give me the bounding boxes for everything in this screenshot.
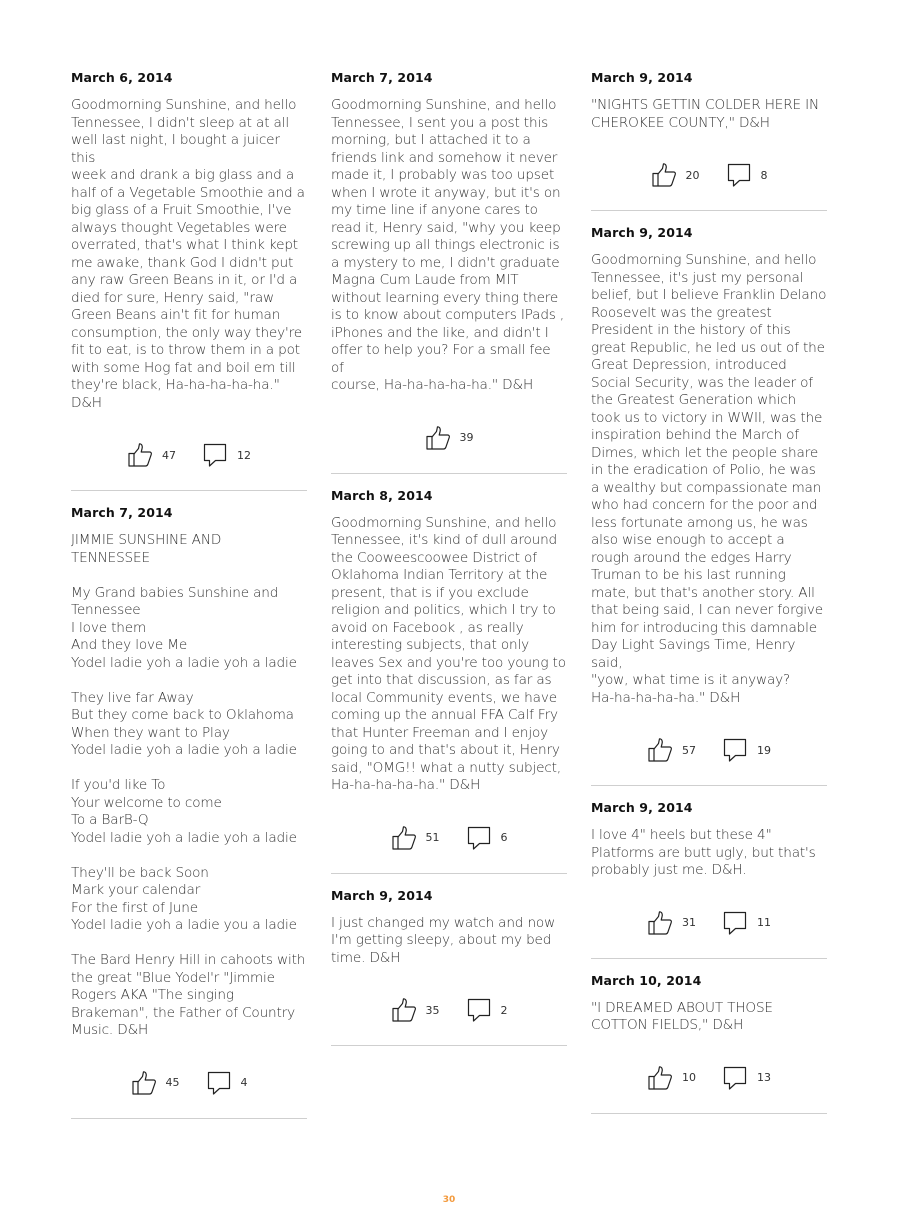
post-stats [331, 967, 567, 1045]
post-text: "I DREAMED ABOUT THOSE COTTON FIELDS," D&H [591, 999, 773, 1033]
comment-count: 8 [760, 168, 768, 182]
comment-icon[interactable] [722, 910, 748, 936]
column-3 [591, 70, 827, 1128]
like-stat[interactable] [425, 425, 474, 451]
like-count: 10 [682, 1071, 696, 1084]
post-text: Goodmorning Sunshine, and hello Tennessee, it's kind of dull around the Cooweescoowee District of Oklahoma Indian Territory at the present, that is if you exclude religion and politics, which I try to avoid on Facebook , as really interesting subjects, that only leaves Sex and you're too young to get into that discussion, as far as local Community events, we have coming up the annual FFA Calf Fry that Hunter Freeman and I enjoy going to and that's about it, Henry said, "OMG!! what a nutty subject, Ha-ha-ha-ha-ha." D&H [331, 514, 566, 793]
post-stats [591, 132, 827, 210]
like-stat[interactable] [647, 737, 696, 763]
post [331, 488, 567, 874]
post-date: March 7, 2014 [71, 505, 173, 520]
post-text: I just changed my watch and now I'm getting sleepy, about my bed time. D&H [331, 914, 556, 966]
post [591, 800, 827, 959]
like-count: 57 [682, 743, 696, 757]
post-stats [71, 1040, 307, 1118]
post-stats [591, 1035, 827, 1113]
post [331, 888, 567, 1047]
column-1 [71, 70, 307, 1133]
like-count: 45 [165, 1076, 180, 1089]
thumbs-up-icon[interactable] [425, 425, 451, 451]
thumbs-up-icon[interactable] [647, 1065, 673, 1091]
post-date: March 6, 2014 [71, 70, 173, 85]
post-date: March 8, 2014 [331, 487, 433, 503]
post-date: March 9, 2014 [331, 887, 433, 903]
thumbs-up-icon[interactable] [391, 997, 417, 1023]
comment-icon[interactable] [202, 442, 228, 468]
comment-icon[interactable] [466, 825, 492, 851]
like-stat[interactable] [131, 1070, 180, 1096]
post-date: March 10, 2014 [591, 972, 702, 988]
comment-icon[interactable] [726, 162, 752, 188]
comment-stat[interactable] [202, 442, 251, 468]
comment-stat[interactable] [722, 910, 771, 936]
like-count: 39 [459, 431, 474, 444]
comment-count: 4 [240, 1076, 248, 1089]
post [71, 70, 307, 491]
comment-stat[interactable] [722, 737, 771, 763]
comment-icon[interactable] [466, 997, 492, 1023]
post-text: I love 4" heels but these 4" Platforms are butt ugly, but that's probably just me. D&H. [591, 827, 816, 878]
comment-icon[interactable] [722, 737, 748, 763]
post-stats [71, 412, 307, 490]
comment-count: 19 [757, 743, 771, 757]
post-stats [591, 707, 827, 785]
comment-count: 12 [237, 448, 251, 462]
post-date: March 9, 2014 [591, 800, 693, 815]
comment-stat[interactable] [466, 997, 508, 1023]
comment-icon[interactable] [722, 1065, 748, 1091]
thumbs-up-icon[interactable] [391, 825, 417, 851]
post-stats [331, 795, 567, 873]
like-count: 47 [162, 448, 176, 462]
post-stats [591, 880, 827, 958]
thumbs-up-icon[interactable] [127, 442, 153, 468]
comment-icon[interactable] [206, 1070, 232, 1096]
post [591, 70, 827, 211]
post-date: March 7, 2014 [331, 70, 433, 85]
post [591, 225, 827, 786]
comment-count: 13 [757, 1071, 771, 1084]
like-stat[interactable] [647, 1065, 696, 1091]
page-number: 30 [442, 1195, 456, 1205]
like-count: 51 [425, 831, 440, 844]
like-stat[interactable] [647, 910, 696, 936]
post-text: JIMMIE SUNSHINE AND TENNESSEE My Grand babies Sunshine and Tennessee I love them And they love Me Yodel ladie yoh a ladie yoh a ladie They live far Away But they come back to Oklahoma When they want to Play Yodel ladie yoh a ladie yoh a ladie If you'd like To Your welcome to come To a BarB-Q Yodel ladie yoh a ladie yoh a ladie They'll be back Soon Mark your calendar For the first of June Yodel ladie yoh a ladie you a ladie The Bard Henry Hill in cahoots with the great "Blue Yodel'r "Jimmie Rogers AKA "The singing Brakeman", the Father of Country Music. D&H [71, 532, 306, 1038]
post [71, 505, 307, 1119]
post [331, 70, 567, 474]
like-count: 20 [685, 168, 700, 182]
thumbs-up-icon[interactable] [647, 910, 673, 936]
like-stat[interactable] [391, 825, 440, 851]
comment-stat[interactable] [722, 1065, 771, 1091]
post-text: Goodmorning Sunshine, and hello Tennessee, I sent you a post this morning, but I attached it to a friends link and somehow it never made it, I probably was too upset when I wrote it anyway, but it's on my time line if anyone cares to read it, Henry said, "why you keep screwing up all things electronic is a mystery to me, I didn't graduate Magna Cum Laude from MIT without learning every thing there is to know about computers IPads , iPhones and the like, and didn't I offer to help you? For a small fee of course, Ha-ha-ha-ha-ha." D&H [331, 97, 565, 393]
like-count: 35 [425, 1003, 440, 1017]
thumbs-up-icon[interactable] [651, 162, 677, 188]
post-date: March 9, 2014 [591, 70, 693, 85]
thumbs-up-icon[interactable] [647, 737, 673, 763]
like-stat[interactable] [127, 442, 176, 468]
post-text: "NIGHTS GETTIN COLDER HERE IN CHEROKEE COUNTY," D&H [591, 97, 820, 131]
comment-stat[interactable] [726, 162, 768, 188]
column-2 [331, 70, 567, 1060]
post-stats [331, 395, 567, 473]
comment-stat[interactable] [466, 825, 508, 851]
post-text: Goodmorning Sunshine, and hello Tennessee, I didn't sleep at at all well last night, I bought a juicer this week and drank a big glass and a half of a Vegetable Smoothie and a big glass of a Fruit Smoothie, I've always thought Vegetables were overrated, that's what I think kept me awake, thank God I didn't put any raw Green Beans in it, or I'd a died for sure, Henry said, "raw Green Beans ain't fit for human consumption, the only way they're fit to eat, is to throw them in a pot with some Hog fat and boil em till they're black, Ha-ha-ha-ha-ha." D&H [71, 97, 305, 411]
like-stat[interactable] [391, 997, 440, 1023]
comment-count: 11 [757, 916, 771, 929]
comment-count: 6 [500, 831, 508, 844]
post [591, 973, 827, 1114]
comment-stat[interactable] [206, 1070, 248, 1096]
like-count: 31 [682, 916, 696, 929]
post-text: Goodmorning Sunshine, and hello Tennessee, it's just my personal belief, but I believe Franklin Delano Roosevelt was the greatest President in the history of this great Republic, he led us out of the Great Depression, introduced Social Security, was the leader of the Greatest Generation which took us to victory in WWII, was the inspiration behind the March of Dimes, which let the people share in the eradication of Polio, he was a wealthy but compassionate man who had concern for the poor and less fortunate among us, he was also wise enough to accept a rough around the edges Harry Truman to be his last running mate, but that's another story. All that being said, I can never forgive him for introducing this damnable Day Light Savings Time, Henry said, "yow, what time is it anyway? Ha-ha-ha-ha-ha." D&H [591, 252, 827, 706]
comment-count: 2 [500, 1003, 508, 1017]
post-date: March 9, 2014 [591, 225, 693, 240]
thumbs-up-icon[interactable] [131, 1070, 157, 1096]
like-stat[interactable] [651, 162, 700, 188]
